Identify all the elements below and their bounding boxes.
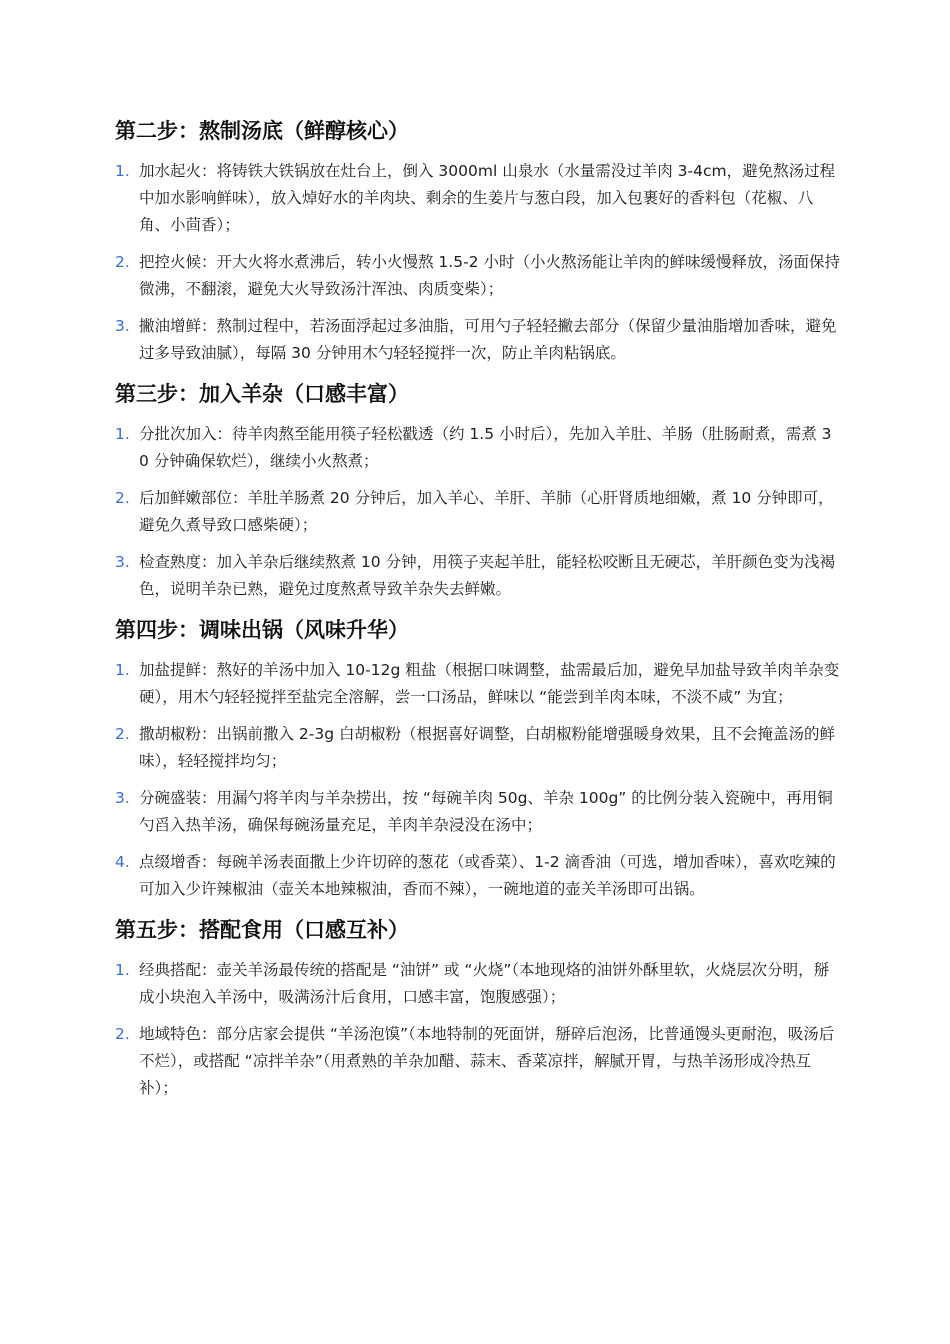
step-list (115, 957, 840, 1102)
list-number: 1. (115, 961, 130, 979)
section-step-5 (115, 915, 840, 1102)
list-item-text: 加盐提鲜：熬好的羊汤中加入 10-12g 粗盐（根据口味调整，盐需最后加，避免早加盐导致羊肉羊杂变硬），用木勺轻轻搅拌至盐完全溶解，尝一口汤品，鲜味以 “能尝到羊肉本味，不淡不咸” 为宜； (139, 661, 840, 706)
list-number: 2. (115, 1025, 130, 1043)
step-list (115, 158, 840, 367)
list-number: 3. (115, 553, 130, 571)
list-item-text: 分碗盛装：用漏勺将羊肉与羊杂捞出，按 “每碗羊肉 50g、羊杂 100g” 的比例分装入瓷碗中，再用铜勺舀入热羊汤，确保每碗汤量充足，羊肉羊杂浸没在汤中； (139, 789, 833, 834)
section-step-4 (115, 615, 840, 903)
list-number: 1. (115, 661, 130, 679)
list-item (115, 421, 840, 475)
step-list (115, 657, 840, 903)
list-item (115, 721, 840, 775)
list-item-text: 撒胡椒粉：出锅前撒入 2-3g 白胡椒粉（根据喜好调整，白胡椒粉能增强暖身效果，且不会掩盖汤的鲜味），轻轻搅拌均匀； (139, 725, 836, 770)
list-item-text: 经典搭配：壶关羊汤最传统的搭配是 “油饼” 或 “火烧”（本地现烙的油饼外酥里软，火烧层次分明，掰成小块泡入羊汤中，吸满汤汁后食用，口感丰富，饱腹感强）； (139, 961, 830, 1006)
list-item (115, 657, 840, 711)
list-item (115, 957, 840, 1011)
list-number: 4. (115, 853, 130, 871)
list-item (115, 785, 840, 839)
list-item-text: 加水起火：将铸铁大铁锅放在灶台上，倒入 3000ml 山泉水（水量需没过羊肉 3-4cm，避免熬汤过程中加水影响鲜味），放入焯好水的羊肉块、剩余的生姜片与葱白段，加入包裹好的香料包（花椒、八角、小茴香）； (139, 162, 836, 234)
list-item (115, 313, 840, 367)
list-item-text: 后加鲜嫩部位：羊肚羊肠煮 20 分钟后，加入羊心、羊肝、羊肺（心肝肾质地细嫩，煮 10 分钟即可，避免久煮导致口感柴硬）； (139, 489, 834, 534)
section-title: 第五步：搭配食用（口感互补） (115, 918, 409, 942)
section-title: 第二步：熬制汤底（鲜醇核心） (115, 119, 409, 143)
list-item (115, 849, 840, 903)
list-number: 3. (115, 789, 130, 807)
section-title: 第四步：调味出锅（风味升华） (115, 618, 409, 642)
list-item-text: 把控火候：开大火将水煮沸后，转小火慢熬 1.5-2 小时（小火熬汤能让羊肉的鲜味缓慢释放，汤面保持微沸，不翻滚，避免大火导致汤汁浑浊、肉质变柴）； (139, 253, 840, 298)
document-page (115, 108, 840, 1102)
list-number: 1. (115, 425, 130, 443)
list-item-text: 地域特色：部分店家会提供 “羊汤泡馍”（本地特制的死面饼，掰碎后泡汤，比普通馒头更耐泡，吸汤后不烂），或搭配 “凉拌羊杂”（用煮熟的羊杂加醋、蒜末、香菜凉拌，解腻开胃，与热羊汤形成冷热互补）； (139, 1025, 835, 1097)
list-item (115, 549, 840, 603)
list-number: 1. (115, 162, 130, 180)
list-number: 2. (115, 725, 130, 743)
list-item-text: 检查熟度：加入羊杂后继续熬煮 10 分钟，用筷子夹起羊肚，能轻松咬断且无硬芯，羊肝颜色变为浅褐色，说明羊杂已熟，避免过度熬煮导致羊杂失去鲜嫩。 (139, 553, 836, 598)
list-number: 2. (115, 253, 130, 271)
section-step-3 (115, 379, 840, 603)
list-item (115, 485, 840, 539)
list-item (115, 1021, 840, 1102)
section-title: 第三步：加入羊杂（口感丰富） (115, 382, 409, 406)
list-item-text: 点缀增香：每碗羊汤表面撒上少许切碎的葱花（或香菜）、1-2 滴香油（可选，增加香味），喜欢吃辣的可加入少许辣椒油（壶关本地辣椒油，香而不辣），一碗地道的壶关羊汤即可出锅。 (139, 853, 836, 898)
section-step-2 (115, 116, 840, 367)
list-item (115, 249, 840, 303)
list-item-text: 分批次加入：待羊肉熬至能用筷子轻松戳透（约 1.5 小时后），先加入羊肚、羊肠（肚肠耐煮，需煮 30 分钟确保软烂），继续小火熬煮； (139, 425, 832, 470)
step-list (115, 421, 840, 603)
list-item (115, 158, 840, 239)
list-item-text: 撇油增鲜：熬制过程中，若汤面浮起过多油脂，可用勺子轻轻撇去部分（保留少量油脂增加香味，避免过多导致油腻），每隔 30 分钟用木勺轻轻搅拌一次，防止羊肉粘锅底。 (139, 317, 837, 362)
list-number: 3. (115, 317, 130, 335)
list-number: 2. (115, 489, 130, 507)
